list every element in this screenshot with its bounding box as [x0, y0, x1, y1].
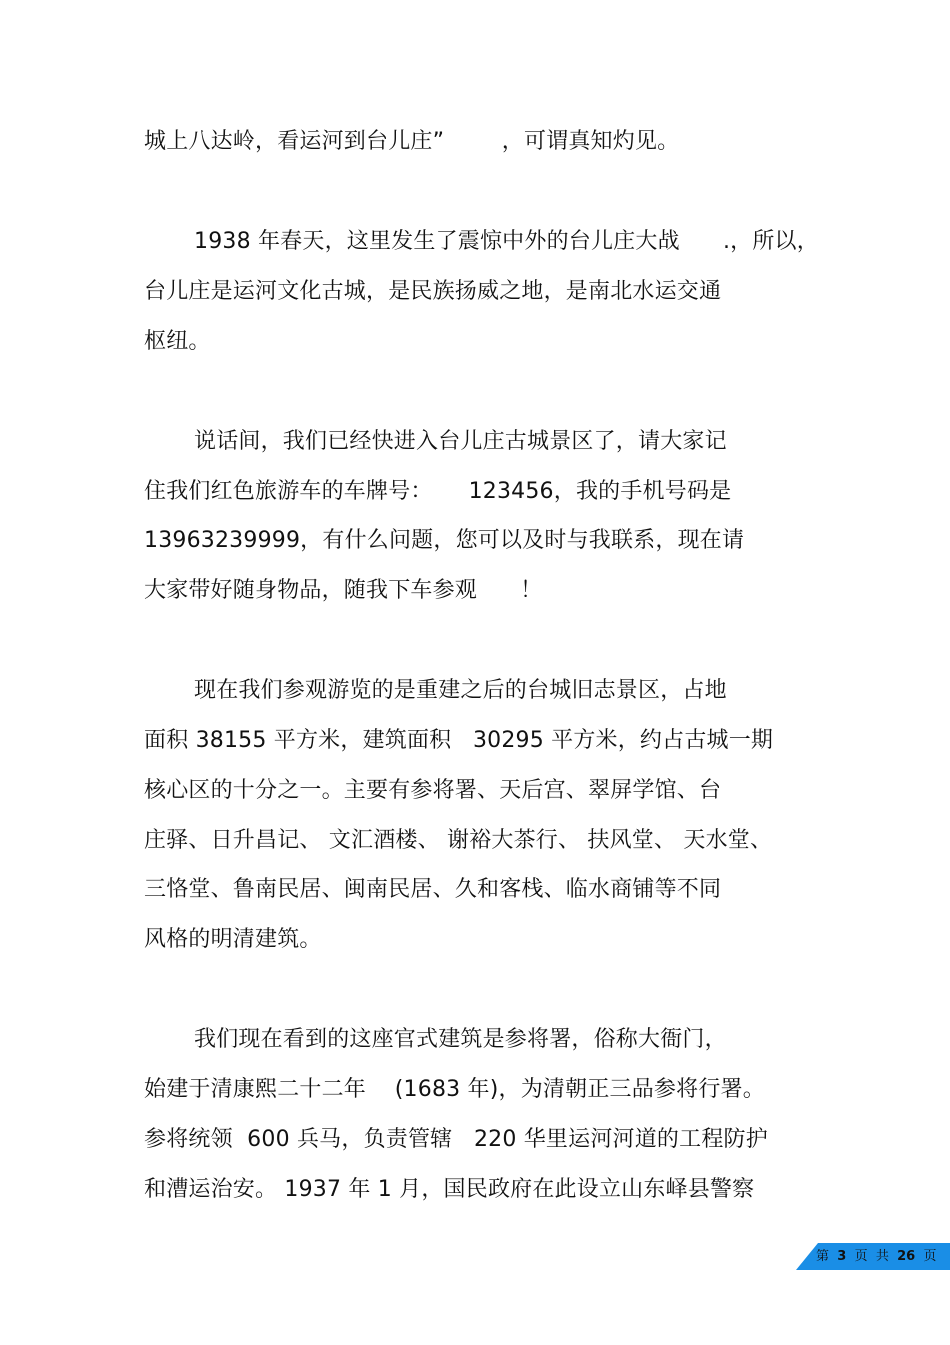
text-line-13: 三恪堂、鲁南民居、闽南民居、久和客栈、临水商铺等不同	[144, 877, 722, 902]
current-page: 3	[837, 1249, 847, 1264]
text-line-5: 说话间，我们已经快进入台儿庄古城景区了，请大家记	[194, 429, 727, 454]
page-suffix: 页	[923, 1249, 937, 1264]
text-line-12: 庄驿、日升昌记、 文汇酒楼、 谢裕大茶行、 扶风堂、 天水堂、	[144, 828, 773, 853]
text-line-9: 现在我们参观游览的是重建之后的台城旧志景区，占地	[194, 678, 727, 703]
text-line-1: 城上八达岭，看运河到台儿庄” ，可谓真知灼见。	[144, 129, 680, 154]
text-line-7: 13963239999，有什么问题，您可以及时与我联系，现在请	[144, 528, 745, 553]
text-line-3: 台儿庄是运河文化古城，是民族扬威之地，是南北水运交通	[144, 279, 722, 304]
text-line-11: 核心区的十分之一。主要有参将署、天后宫、翠屏学馆、台	[144, 778, 722, 803]
text-line-16: 始建于清康熙二十二年 (1683 年)，为清朝正三品参将行署。	[144, 1077, 765, 1102]
page-prefix: 第	[816, 1249, 830, 1264]
text-line-4: 枢纽。	[144, 329, 211, 354]
text-line-18: 和漕运治安。 1937 年 1 月，国民政府在此设立山东峄县警察	[144, 1177, 755, 1202]
page-middle: 页 共	[854, 1249, 889, 1264]
text-line-17: 参将统领 600 兵马，负责管辖 220 华里运河河道的工程防护	[144, 1127, 768, 1152]
page-number-badge	[796, 1243, 950, 1270]
text-line-14: 风格的明清建筑。	[144, 927, 322, 952]
text-line-15: 我们现在看到的这座官式建筑是参将署，俗称大衙门，	[194, 1027, 727, 1052]
page-number-text	[816, 1243, 937, 1270]
text-line-6: 住我们红色旅游车的车牌号： 123456，我的手机号码是	[144, 479, 732, 504]
total-pages: 26	[897, 1249, 916, 1264]
text-line-10: 面积 38155 平方米，建筑面积 30295 平方米，约占古城一期	[144, 728, 774, 753]
text-line-2: 1938 年春天，这里发生了震惊中外的台儿庄大战 .，所以，	[194, 229, 819, 254]
text-line-8: 大家带好随身物品，随我下车参观 ！	[144, 578, 543, 603]
